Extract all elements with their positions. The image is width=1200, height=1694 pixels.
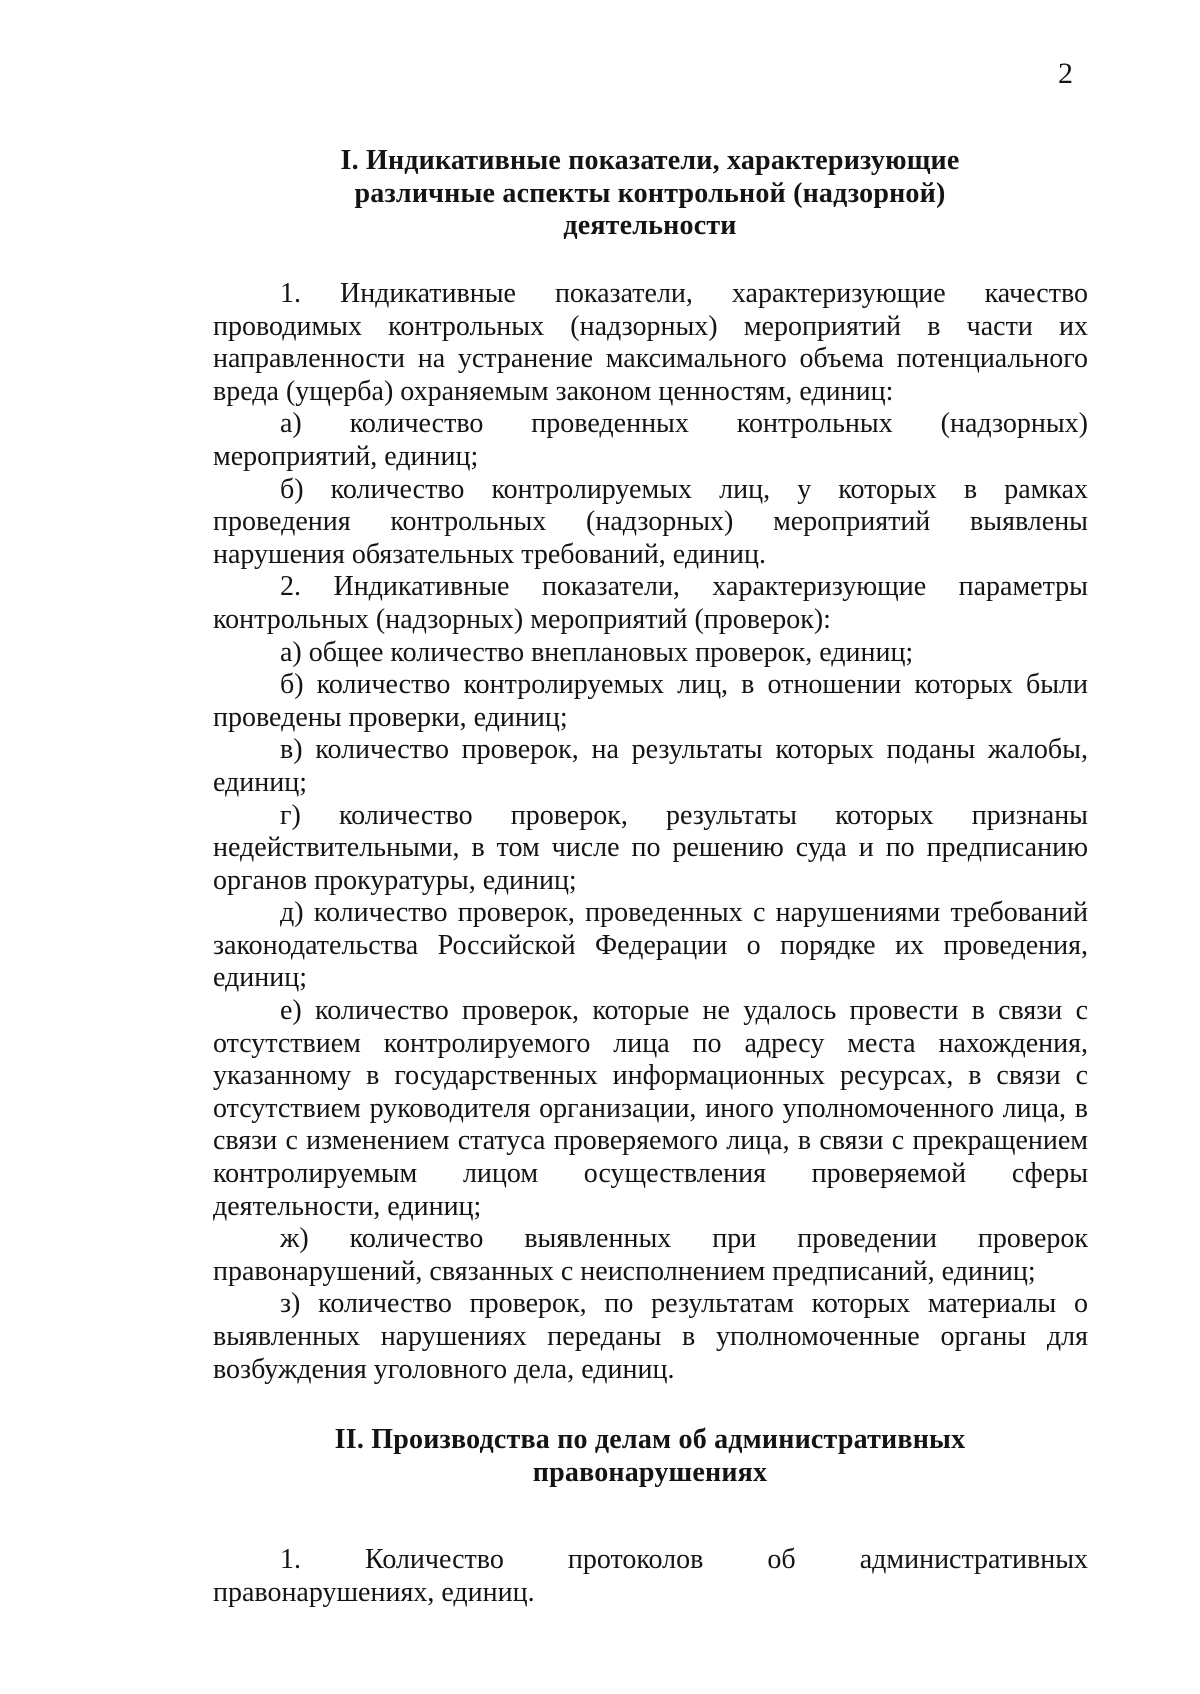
section-2-paragraph-1: 1. Количество протоколов об административных правонарушениях, единиц. — [213, 1544, 1088, 1608]
paragraph-2-item-zh: ж) количество выявленных при проведении проверок правонарушений, связанных с неисполнением предписаний, единиц; — [213, 1223, 1088, 1287]
section-1-heading-line: различные аспекты контрольной (надзорной) — [354, 177, 946, 209]
paragraph-2-intro: 2. Индикативные показатели, характеризующие параметры контрольных (надзорных) мероприятий (проверок): — [213, 571, 1088, 635]
paragraph-1-intro: 1. Индикативные показатели, характеризующие качество проводимых контрольных (надзорных) мероприятий в части их направленности на устранение максимального объема потенциального вреда (ущерба) охраняемым законом ценностям, единиц: — [213, 278, 1088, 407]
paragraph-2-item-d: д) количество проверок, проведенных с нарушениями требований законодательства Российской Федерации о порядке их проведения, единиц; — [213, 897, 1088, 994]
paragraph-1-item-a: а) количество проведенных контрольных (надзорных) мероприятий, единиц; — [213, 408, 1088, 472]
paragraph-2-item-a: а) общее количество внеплановых проверок, единиц; — [280, 636, 914, 668]
section-1-body — [213, 278, 1088, 1386]
paragraph-2-item-e: е) количество проверок, которые не удалось провести в связи с отсутствием контролируемого лица по адресу места нахождения, указанному в государственных информационных ресурсах, в связи с отсутствием руководителя организации, иного уполномоченного лица, в связи с изменением статуса проверяемого лица, в связи с прекращением контролируемым лицом осуществления проверяемой сферы деятельности, единиц; — [213, 995, 1088, 1222]
section-1-heading-line: I. Индикативные показатели, характеризующие — [340, 145, 960, 176]
section-2-heading-line: II. Производства по делам об административных — [334, 1424, 966, 1455]
section-2-body — [213, 1544, 1088, 1609]
section-2-heading-line: правонарушениях — [532, 1456, 768, 1488]
paragraph-2-item-z: з) количество проверок, по результатам которых материалы о выявленных нарушениях переданы в уполномоченные органы для возбуждения уголовного дела, единиц. — [213, 1288, 1088, 1385]
paragraph-2-item-b: б) количество контролируемых лиц, в отношении которых были проведены проверки, единиц; — [213, 669, 1088, 733]
section-2-heading — [210, 1424, 1090, 1489]
section-1-heading-line: деятельности — [563, 210, 737, 241]
paragraph-1-item-b: б) количество контролируемых лиц, у которых в рамках проведения контрольных (надзорных) мероприятий выявлены нарушения обязательных требований, единиц. — [213, 473, 1088, 570]
paragraph-2-item-v: в) количество проверок, на результаты которых поданы жалобы, единиц; — [213, 734, 1088, 798]
paragraph-2-item-g: г) количество проверок, результаты которых признаны недействительными, в том числе по решению суда и по предписанию органов прокуратуры, единиц; — [213, 799, 1088, 896]
page-number: 2 — [1058, 57, 1073, 90]
section-1-heading — [210, 145, 1090, 243]
